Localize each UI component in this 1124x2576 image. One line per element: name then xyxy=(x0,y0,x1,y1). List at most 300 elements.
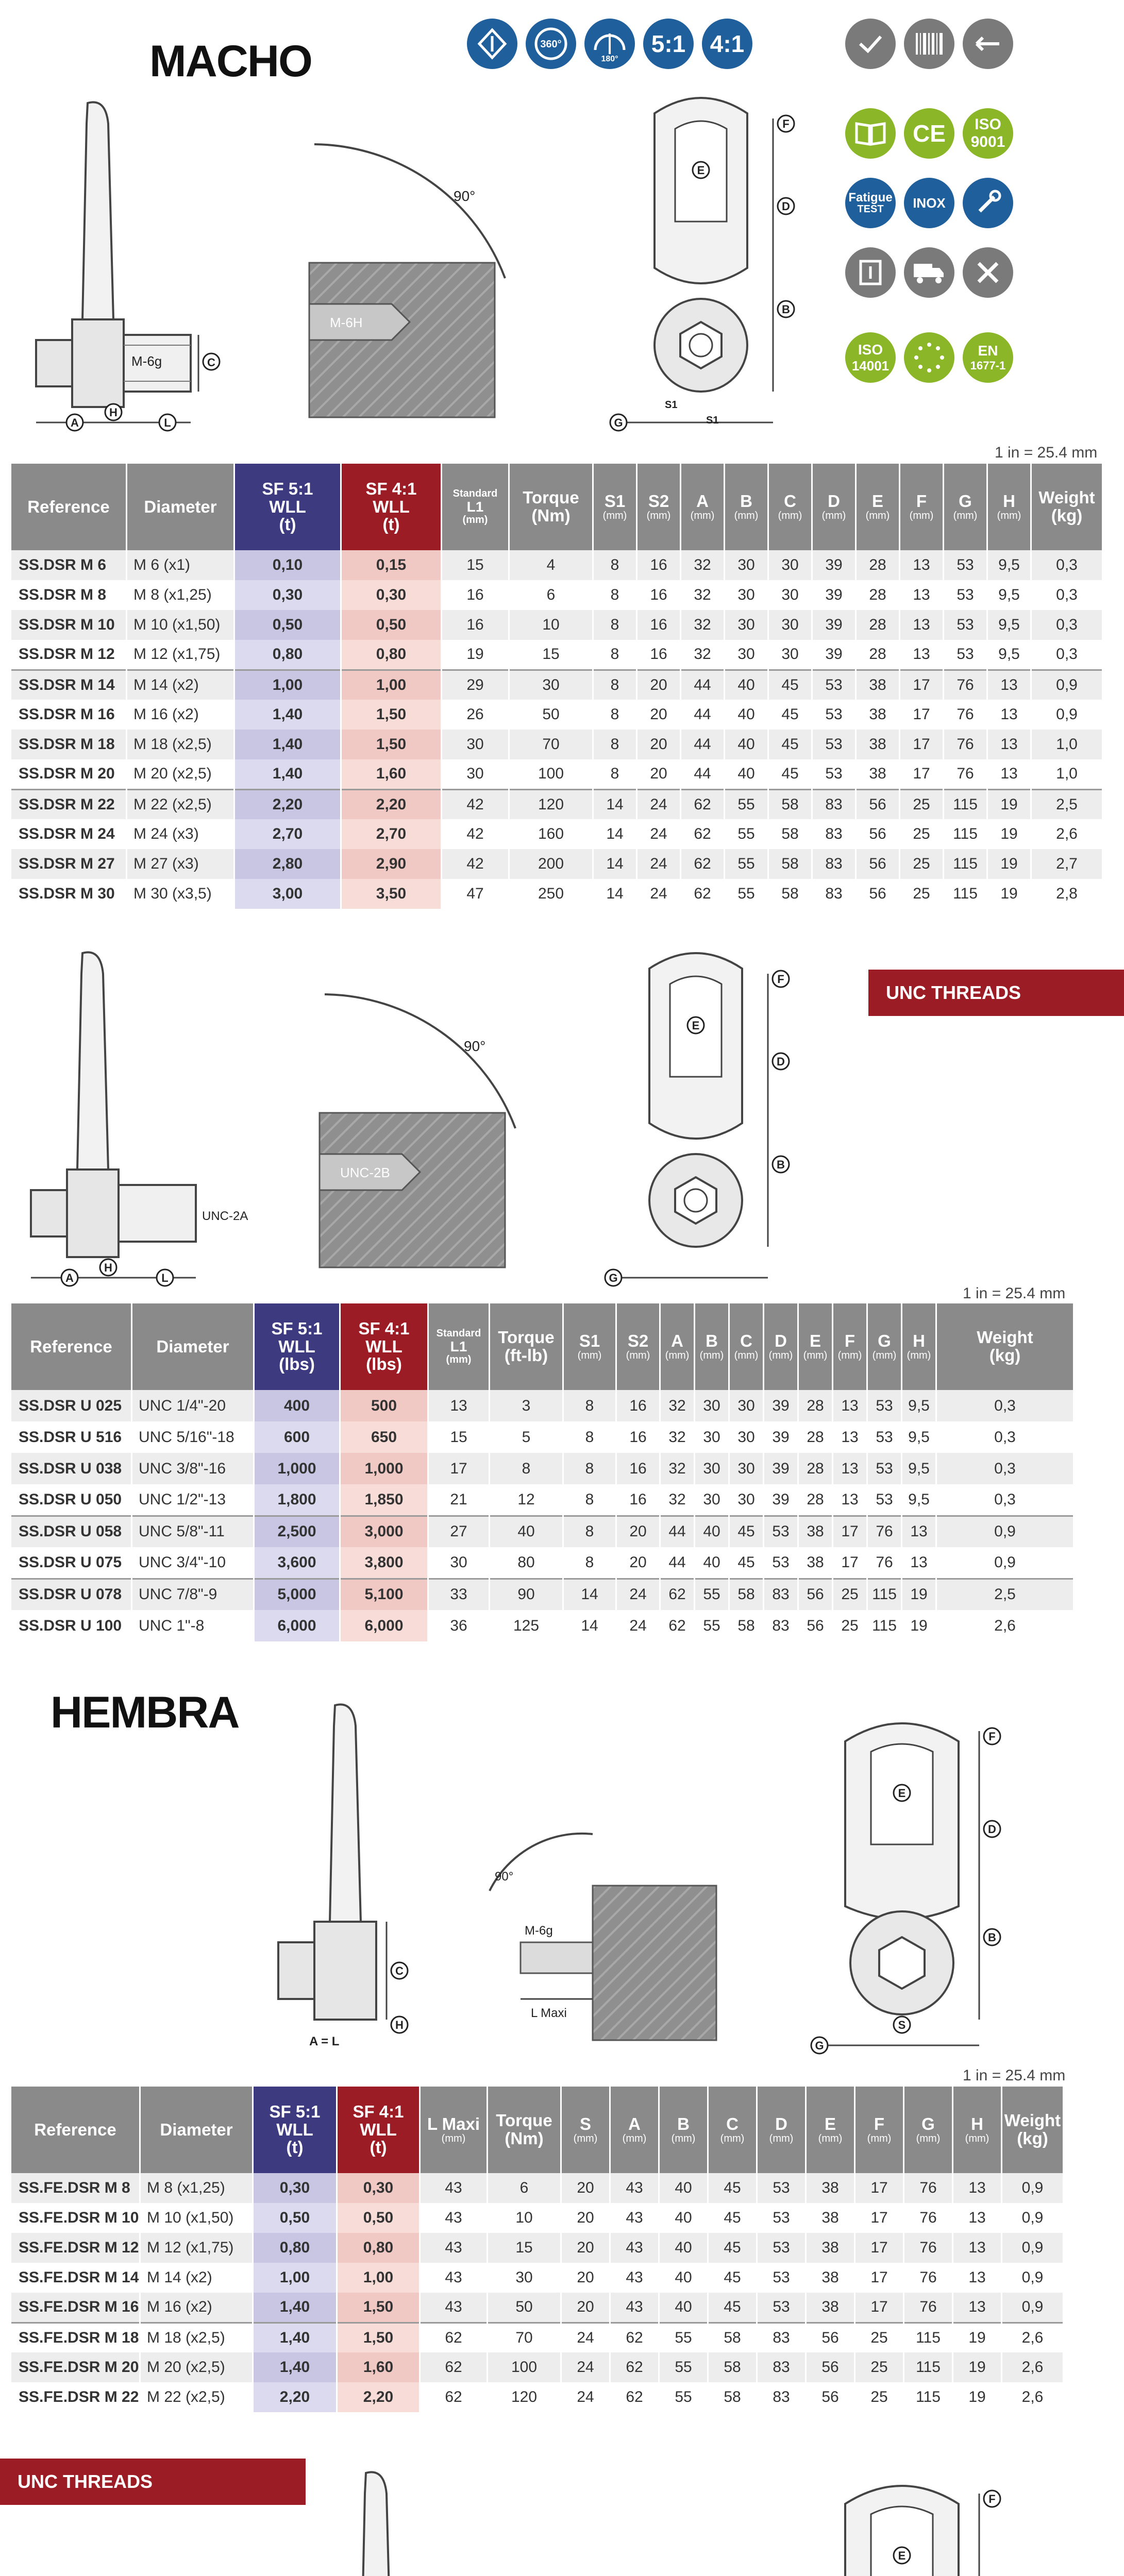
col-sf5-wll: SF 5:1 WLL (t) xyxy=(234,464,341,550)
table-cell: 19 xyxy=(902,1579,936,1610)
table-cell: 13 xyxy=(987,730,1031,759)
table-cell: 1,00 xyxy=(341,670,442,700)
col-weight: Weight (kg) xyxy=(1002,2087,1063,2173)
table-cell: 56 xyxy=(806,2382,855,2412)
table-cell: 2,500 xyxy=(254,1516,340,1547)
table-cell: 40 xyxy=(659,2293,708,2323)
dim-s1-label: S1 xyxy=(665,399,678,411)
table-cell: 45 xyxy=(768,730,812,759)
table-cell: 400 xyxy=(254,1390,340,1421)
table-cell: 0,3 xyxy=(936,1390,1073,1421)
conversion-note: 1 in = 25.4 mm xyxy=(963,1285,1066,1302)
col-l-maxi: L Maxi (mm) xyxy=(420,2087,488,2173)
table-cell: 13 xyxy=(987,700,1031,730)
dim-e-label: E xyxy=(898,1787,906,1800)
reference-cell: SS.DSR U 038 xyxy=(11,1453,132,1484)
table-cell: 38 xyxy=(798,1547,833,1579)
table-cell: UNC 5/16"-18 xyxy=(132,1421,254,1453)
col-a: A (mm) xyxy=(660,1303,695,1390)
table-cell: 19 xyxy=(987,879,1031,909)
table-cell: 55 xyxy=(659,2323,708,2352)
table-cell: 58 xyxy=(768,879,812,909)
inox-icon xyxy=(904,178,954,228)
table-cell: 90 xyxy=(490,1579,563,1610)
table-cell: 76 xyxy=(904,2233,953,2263)
table-cell: 28 xyxy=(798,1484,833,1516)
table-cell: 83 xyxy=(812,849,856,879)
dim-s1-label: S1 xyxy=(706,415,719,426)
table-cell: 55 xyxy=(725,849,768,879)
table-cell: 43 xyxy=(420,2293,488,2323)
single-unit-icon xyxy=(845,247,896,298)
table-row xyxy=(11,2203,1063,2233)
table-cell: 16 xyxy=(442,580,509,610)
table-cell: 45 xyxy=(729,1516,764,1547)
table-cell: M 24 (x3) xyxy=(127,819,234,849)
table-cell: 0,80 xyxy=(341,640,442,670)
table-cell: 24 xyxy=(637,819,681,849)
table-cell: 45 xyxy=(729,1547,764,1579)
dim-h-label: H xyxy=(109,406,118,419)
col-standard-l1: Standard L1 (mm) xyxy=(442,464,509,550)
delivery-truck-icon xyxy=(904,247,954,298)
dim-l-label: L xyxy=(164,416,171,429)
table-cell: 39 xyxy=(764,1484,798,1516)
table-row xyxy=(11,789,1102,819)
table-cell: 45 xyxy=(708,2203,757,2233)
table-cell: 8 xyxy=(593,550,637,580)
table-cell: 8 xyxy=(593,640,637,670)
table-cell: 100 xyxy=(488,2352,561,2382)
table-cell: 0,9 xyxy=(936,1547,1073,1579)
table-cell: 33 xyxy=(428,1579,490,1610)
reference-cell: SS.DSR M 10 xyxy=(11,610,127,640)
table-cell: 76 xyxy=(944,759,987,789)
table-cell: 0,80 xyxy=(337,2233,420,2263)
fatigue-line1: Fatigue xyxy=(848,191,893,205)
table-cell: M 8 (x1,25) xyxy=(127,580,234,610)
table-cell: 55 xyxy=(725,789,768,819)
table-cell: 10 xyxy=(509,610,593,640)
iso-9001-icon xyxy=(963,108,1013,159)
table-cell: 42 xyxy=(442,849,509,879)
table-cell: 1,60 xyxy=(337,2352,420,2382)
reference-cell: SS.DSR U 078 xyxy=(11,1579,132,1610)
dim-f-label: F xyxy=(988,2493,996,2505)
table-cell: 14 xyxy=(593,849,637,879)
table-cell: 20 xyxy=(561,2263,610,2293)
table-cell: 24 xyxy=(637,789,681,819)
table-cell: 83 xyxy=(757,2352,806,2382)
table-cell: 14 xyxy=(593,789,637,819)
col-c: C (mm) xyxy=(708,2087,757,2173)
rotation-360-icon xyxy=(526,19,576,69)
reference-cell: SS.FE.DSR M 22 xyxy=(11,2382,140,2412)
table-cell: 55 xyxy=(659,2382,708,2412)
table-cell: 32 xyxy=(681,640,725,670)
table-cell: 1,800 xyxy=(254,1484,340,1516)
table-cell: 2,7 xyxy=(1031,849,1102,879)
female-thread-stud-diagram xyxy=(479,1824,727,2050)
reference-cell: SS.DSR U 516 xyxy=(11,1421,132,1453)
table-cell: 13 xyxy=(900,640,944,670)
table-cell: 21 xyxy=(428,1484,490,1516)
table-cell: 20 xyxy=(561,2233,610,2263)
table-cell: UNC 1"-8 xyxy=(132,1610,254,1641)
table-cell: 53 xyxy=(944,640,987,670)
table-cell: 53 xyxy=(757,2233,806,2263)
table-cell: 30 xyxy=(768,610,812,640)
table-cell: 120 xyxy=(509,789,593,819)
table-cell: 16 xyxy=(616,1453,660,1484)
table-cell: 26 xyxy=(442,700,509,730)
table-cell: 45 xyxy=(708,2233,757,2263)
table-cell: 1,850 xyxy=(340,1484,428,1516)
table-row xyxy=(11,1547,1073,1579)
col-d: D (mm) xyxy=(764,1303,798,1390)
table-cell: 17 xyxy=(900,759,944,789)
table-cell: 20 xyxy=(637,700,681,730)
table-cell: 1,40 xyxy=(234,759,341,789)
table-cell: M 10 (x1,50) xyxy=(127,610,234,640)
table-cell: 44 xyxy=(681,730,725,759)
table-cell: M 22 (x2,5) xyxy=(140,2382,253,2412)
table-cell: 19 xyxy=(953,2382,1002,2412)
table-row xyxy=(11,1421,1073,1453)
table-cell: 13 xyxy=(833,1390,867,1421)
table-cell: 8 xyxy=(490,1453,563,1484)
col-d: D (mm) xyxy=(812,464,856,550)
dim-d-label: D xyxy=(988,1823,996,1836)
table-cell: 2,6 xyxy=(936,1610,1073,1641)
table-cell: 76 xyxy=(867,1547,902,1579)
reference-cell: SS.DSR M 18 xyxy=(11,730,127,759)
table-cell: 30 xyxy=(729,1453,764,1484)
table-cell: 56 xyxy=(798,1610,833,1641)
col-a: A (mm) xyxy=(681,464,725,550)
table-cell: UNC 1/2"-13 xyxy=(132,1484,254,1516)
table-cell: 53 xyxy=(944,610,987,640)
table-cell: 38 xyxy=(856,730,900,759)
table-cell: 40 xyxy=(725,670,768,700)
dim-h-label: H xyxy=(395,2019,404,2031)
table-cell: 58 xyxy=(768,819,812,849)
table-cell: 2,6 xyxy=(1002,2352,1063,2382)
col-d: D (mm) xyxy=(757,2087,806,2173)
table-cell: 83 xyxy=(757,2323,806,2352)
table-cell: 53 xyxy=(757,2203,806,2233)
table-cell: 9,5 xyxy=(987,580,1031,610)
ratio-4-1-icon xyxy=(702,19,752,69)
table-cell: 200 xyxy=(509,849,593,879)
table-cell: 1,60 xyxy=(341,759,442,789)
manual-book-icon xyxy=(845,108,896,159)
table-row xyxy=(11,2233,1063,2263)
col-c: C (mm) xyxy=(768,464,812,550)
table-cell: 83 xyxy=(764,1610,798,1641)
table-cell: 13 xyxy=(833,1421,867,1453)
table-cell: M 27 (x3) xyxy=(127,849,234,879)
table-cell: 16 xyxy=(616,1421,660,1453)
table-cell: 39 xyxy=(812,610,856,640)
table-cell: 0,9 xyxy=(1002,2203,1063,2233)
table-cell: 16 xyxy=(637,580,681,610)
table-cell: 0,30 xyxy=(337,2173,420,2203)
dim-e-label: E xyxy=(692,1019,700,1032)
table-cell: 2,5 xyxy=(1031,789,1102,819)
table-cell: 56 xyxy=(856,879,900,909)
unc-threads-banner: UNC THREADS xyxy=(0,2459,306,2505)
table-cell: 10 xyxy=(488,2203,561,2233)
table-cell: 58 xyxy=(708,2352,757,2382)
table-cell: 17 xyxy=(833,1516,867,1547)
table-row xyxy=(11,2323,1063,2352)
table-cell: 45 xyxy=(708,2263,757,2293)
table-cell: 19 xyxy=(987,849,1031,879)
table-cell: 20 xyxy=(561,2293,610,2323)
dim-d-label: D xyxy=(782,200,790,213)
table-row xyxy=(11,1579,1073,1610)
table-cell: 500 xyxy=(340,1390,428,1421)
table-cell: 30 xyxy=(729,1484,764,1516)
table-cell: 1,000 xyxy=(340,1453,428,1484)
table-row xyxy=(11,2293,1063,2323)
table-cell: 13 xyxy=(953,2263,1002,2293)
table-cell: 5,000 xyxy=(254,1579,340,1610)
table-cell: 55 xyxy=(725,819,768,849)
pivot-180-icon xyxy=(584,19,635,69)
table-cell: 2,20 xyxy=(337,2382,420,2412)
table-cell: 62 xyxy=(420,2382,488,2412)
table-cell: 19 xyxy=(902,1610,936,1641)
reference-cell: SS.FE.DSR M 16 xyxy=(11,2293,140,2323)
table-cell: 9,5 xyxy=(902,1390,936,1421)
table-cell: 1,0 xyxy=(1031,759,1102,789)
table-cell: 36 xyxy=(428,1610,490,1641)
table-cell: 76 xyxy=(944,730,987,759)
reference-cell: SS.DSR M 14 xyxy=(11,670,127,700)
table-cell: 19 xyxy=(953,2352,1002,2382)
table-cell: 30 xyxy=(729,1421,764,1453)
iso9001-line1: ISO xyxy=(975,116,1001,133)
table-cell: 13 xyxy=(953,2293,1002,2323)
dim-f-label: F xyxy=(777,973,784,986)
table-cell: 17 xyxy=(855,2293,904,2323)
table-cell: 13 xyxy=(900,610,944,640)
table-cell: 30 xyxy=(442,730,509,759)
dim-a-label: A xyxy=(71,416,79,429)
table-cell: 55 xyxy=(695,1610,729,1641)
col-sf4-wll: SF 4:1 WLL (lbs) xyxy=(340,1303,428,1390)
table-cell: 2,6 xyxy=(1031,819,1102,849)
table-cell: 115 xyxy=(904,2352,953,2382)
table-cell: 19 xyxy=(442,640,509,670)
col-e: E (mm) xyxy=(856,464,900,550)
table-cell: 17 xyxy=(900,670,944,700)
table-row xyxy=(11,819,1102,849)
table-cell: 2,70 xyxy=(341,819,442,849)
table-cell: 8 xyxy=(593,759,637,789)
reference-cell: SS.DSR U 050 xyxy=(11,1484,132,1516)
table-cell: 55 xyxy=(725,879,768,909)
dim-s-label: S xyxy=(898,2019,906,2031)
table-cell: M 8 (x1,25) xyxy=(140,2173,253,2203)
table-cell: 56 xyxy=(856,819,900,849)
col-diameter: Diameter xyxy=(127,464,234,550)
table-cell: 50 xyxy=(488,2293,561,2323)
table-cell: 62 xyxy=(681,789,725,819)
table-cell: 8 xyxy=(593,580,637,610)
table-cell: 24 xyxy=(637,849,681,879)
table-cell: 45 xyxy=(708,2293,757,2323)
col-sf5-wll: SF 5:1 WLL (lbs) xyxy=(254,1303,340,1390)
table-cell: 115 xyxy=(867,1610,902,1641)
table-cell: 0,15 xyxy=(341,550,442,580)
table-cell: 53 xyxy=(757,2173,806,2203)
table-cell: 43 xyxy=(610,2173,659,2203)
table-cell: 50 xyxy=(509,700,593,730)
table-cell: 42 xyxy=(442,819,509,849)
table-row xyxy=(11,1610,1073,1641)
male-unc-eyebolt-side-diagram xyxy=(15,943,248,1298)
table-cell: M 22 (x2,5) xyxy=(127,789,234,819)
table-cell: 0,9 xyxy=(1002,2263,1063,2293)
thread-label-unc2b: UNC-2B xyxy=(340,1165,390,1180)
female-eyebolt-front-diagram xyxy=(789,1710,1026,2061)
thread-label-m6g: M-6g xyxy=(131,353,162,369)
table-cell: 13 xyxy=(902,1547,936,1579)
table-cell: 8 xyxy=(593,610,637,640)
table-cell: 58 xyxy=(708,2323,757,2352)
col-torque: Torque (Nm) xyxy=(509,464,593,550)
reference-cell: SS.DSR M 12 xyxy=(11,640,127,670)
hembra-metric-spec-table xyxy=(11,2087,1063,2412)
table-cell: 24 xyxy=(561,2352,610,2382)
reference-cell: SS.DSR U 058 xyxy=(11,1516,132,1547)
table-cell: 17 xyxy=(428,1453,490,1484)
table-cell: 20 xyxy=(616,1547,660,1579)
table-cell: 32 xyxy=(681,550,725,580)
table-cell: 30 xyxy=(695,1390,729,1421)
table-cell: 40 xyxy=(659,2233,708,2263)
male-eyebolt-side-diagram xyxy=(21,93,237,443)
table-cell: 0,9 xyxy=(1031,700,1102,730)
table-cell: 40 xyxy=(725,759,768,789)
table-cell: 115 xyxy=(944,789,987,819)
col-diameter: Diameter xyxy=(132,1303,254,1390)
table-cell: 47 xyxy=(442,879,509,909)
dim-g-label: G xyxy=(815,2039,824,2052)
reference-cell: SS.DSR M 20 xyxy=(11,759,127,789)
table-cell: 13 xyxy=(833,1453,867,1484)
table-cell: 0,50 xyxy=(253,2203,337,2233)
table-cell: UNC 3/4"-10 xyxy=(132,1547,254,1579)
table-cell: 28 xyxy=(856,550,900,580)
dim-e-label: E xyxy=(898,2549,906,2562)
table-cell: 30 xyxy=(725,610,768,640)
table-cell: 30 xyxy=(442,759,509,789)
table-cell: 70 xyxy=(488,2323,561,2352)
col-g: G (mm) xyxy=(867,1303,902,1390)
table-cell: 6 xyxy=(509,580,593,610)
macho-metric-spec-table xyxy=(11,464,1102,909)
table-cell: 83 xyxy=(757,2382,806,2412)
reference-cell: SS.DSR M 27 xyxy=(11,849,127,879)
table-cell: 17 xyxy=(900,730,944,759)
table-cell: 13 xyxy=(953,2173,1002,2203)
load-angle-icon xyxy=(467,19,517,69)
table-cell: 6 xyxy=(488,2173,561,2203)
conversion-note: 1 in = 25.4 mm xyxy=(995,444,1098,461)
table-cell: 83 xyxy=(812,819,856,849)
thread-label-m6g: M-6g xyxy=(525,1924,553,1938)
dim-b-label: B xyxy=(988,1931,996,1944)
table-cell: 30 xyxy=(729,1390,764,1421)
table-cell: 1,40 xyxy=(253,2352,337,2382)
table-cell: 39 xyxy=(812,640,856,670)
col-a: A (mm) xyxy=(610,2087,659,2173)
dim-c-label: C xyxy=(395,1964,404,1977)
table-cell: 13 xyxy=(987,670,1031,700)
table-cell: 53 xyxy=(757,2263,806,2293)
table-cell: 0,30 xyxy=(234,580,341,610)
en-line1: EN xyxy=(978,343,998,359)
table-cell: 62 xyxy=(660,1579,695,1610)
dim-g-label: G xyxy=(609,1272,618,1284)
table-cell: 39 xyxy=(764,1453,798,1484)
table-cell: 1,50 xyxy=(337,2293,420,2323)
table-cell: M 14 (x2) xyxy=(127,670,234,700)
col-s2: S2 (mm) xyxy=(637,464,681,550)
table-cell: 19 xyxy=(987,819,1031,849)
table-cell: 76 xyxy=(867,1516,902,1547)
reference-cell: SS.DSR M 6 xyxy=(11,550,127,580)
l-maxi-label: L Maxi xyxy=(531,2006,567,2020)
table-cell: 25 xyxy=(900,879,944,909)
table-cell: 8 xyxy=(593,700,637,730)
serial-barcode-icon xyxy=(904,19,954,69)
table-cell: 83 xyxy=(812,789,856,819)
table-cell: UNC 1/4"-20 xyxy=(132,1390,254,1421)
table-cell: 3 xyxy=(490,1390,563,1421)
dim-b-label: B xyxy=(777,1158,785,1171)
table-cell: 13 xyxy=(833,1484,867,1516)
col-s2: S2 (mm) xyxy=(616,1303,660,1390)
table-cell: 9,5 xyxy=(902,1484,936,1516)
table-cell: M 18 (x2,5) xyxy=(127,730,234,759)
table-cell: 43 xyxy=(610,2233,659,2263)
table-cell: 115 xyxy=(944,819,987,849)
table-cell: 3,800 xyxy=(340,1547,428,1579)
table-cell: 38 xyxy=(806,2173,855,2203)
col-f: F (mm) xyxy=(855,2087,904,2173)
table-cell: 45 xyxy=(768,700,812,730)
table-cell: 40 xyxy=(695,1516,729,1547)
female-unc-eyebolt-side-diagram xyxy=(289,2463,474,2576)
table-cell: 44 xyxy=(681,700,725,730)
table-cell: 30 xyxy=(768,550,812,580)
ratio-5-1-label: 5:1 xyxy=(651,30,686,57)
table-cell: 55 xyxy=(695,1579,729,1610)
table-cell: 9,5 xyxy=(902,1453,936,1484)
table-cell: M 10 (x1,50) xyxy=(140,2203,253,2233)
table-cell: 0,30 xyxy=(341,580,442,610)
table-cell: 5 xyxy=(490,1421,563,1453)
col-c: C (mm) xyxy=(729,1303,764,1390)
table-cell: 17 xyxy=(855,2203,904,2233)
table-row xyxy=(11,2263,1063,2293)
reference-cell: SS.FE.DSR M 8 xyxy=(11,2173,140,2203)
